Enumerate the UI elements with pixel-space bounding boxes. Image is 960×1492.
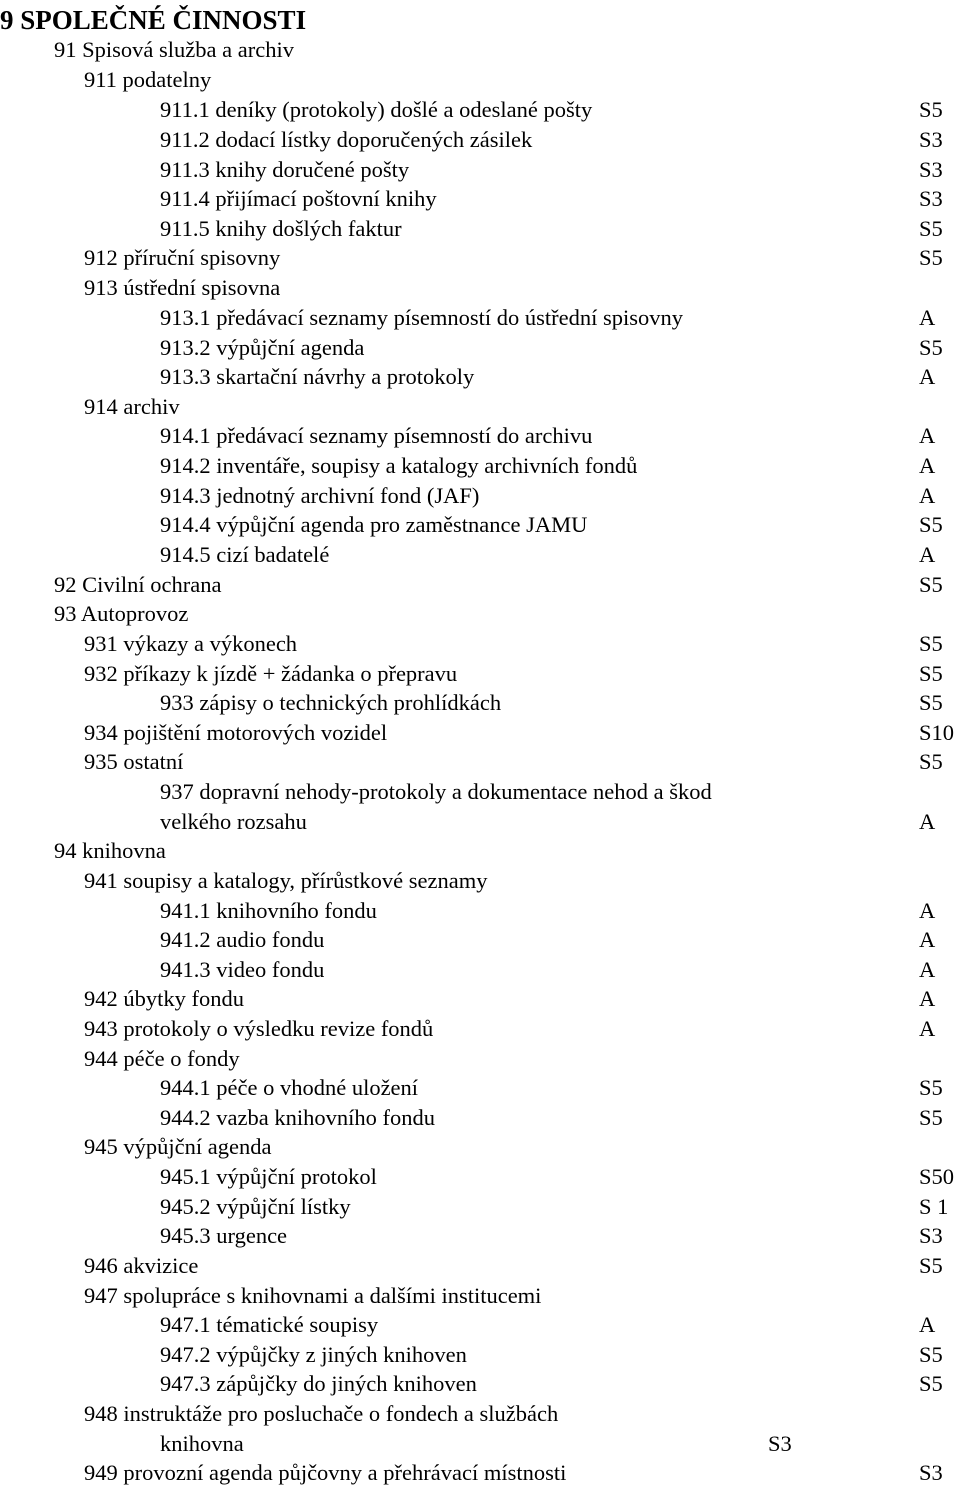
entry-text: 913.3 skartační návrhy a protokoly xyxy=(160,364,475,389)
entry-text: 945 výpůjční agenda xyxy=(84,1134,272,1159)
retention-code: A xyxy=(919,898,936,923)
retention-code: A xyxy=(919,957,936,982)
entry-text: 911.5 knihy došlých faktur xyxy=(160,216,402,241)
entry-text: 947 spolupráce s knihovnami a dalšími institucemi xyxy=(84,1283,542,1308)
entry-text: 945.2 výpůjční lístky xyxy=(160,1194,351,1219)
retention-code: A xyxy=(919,453,936,478)
entry-text: 914.5 cizí badatelé xyxy=(160,542,330,567)
retention-code: S5 xyxy=(919,1253,943,1278)
entry-text: 911.3 knihy doručené pošty xyxy=(160,157,410,182)
entry-text: 914.2 inventáře, soupisy a katalogy archivních fondů xyxy=(160,453,638,478)
retention-code: S5 xyxy=(919,216,943,241)
entry-text: 914.1 předávací seznamy písemností do archivu xyxy=(160,423,593,448)
entry-text: 91 Spisová služba a archiv xyxy=(54,37,294,62)
retention-code: S5 xyxy=(919,512,943,537)
entry-text: 944 péče o fondy xyxy=(84,1046,240,1071)
retention-code: A xyxy=(919,483,936,508)
retention-code: A xyxy=(919,1312,936,1337)
retention-code: S5 xyxy=(919,661,943,686)
retention-code: A xyxy=(919,986,936,1011)
retention-code: S5 xyxy=(919,97,943,122)
retention-code: S3 xyxy=(919,127,943,152)
retention-code: S3 xyxy=(919,157,943,182)
entry-text: 914 archiv xyxy=(84,394,180,419)
entry-text: 944.2 vazba knihovního fondu xyxy=(160,1105,435,1130)
retention-code: S3 xyxy=(919,1223,943,1248)
entry-text: 934 pojištění motorových vozidel xyxy=(84,720,388,745)
retention-code: S5 xyxy=(919,245,943,270)
entry-text: 93 Autoprovoz xyxy=(54,601,189,626)
retention-code: A xyxy=(919,927,936,952)
entry-text: 94 knihovna xyxy=(54,838,166,863)
retention-code: S5 xyxy=(919,749,943,774)
entry-text: 949 provozní agenda půjčovny a přehrávací místnosti xyxy=(84,1460,567,1485)
retention-code: S5 xyxy=(919,335,943,360)
entry-text: 942 úbytky fondu xyxy=(84,986,244,1011)
retention-code: S50 xyxy=(919,1164,955,1189)
retention-code: S3 xyxy=(919,186,943,211)
retention-code: S5 xyxy=(919,572,943,597)
entry-text: 932 příkazy k jízdě + žádanka o přepravu xyxy=(84,661,458,686)
entry-text: 935 ostatní xyxy=(84,749,184,774)
entry-text: 941.2 audio fondu xyxy=(160,927,325,952)
entry-text: 911.1 deníky (protokoly) došlé a odeslané pošty xyxy=(160,97,593,122)
entry-text: 913.1 předávací seznamy písemností do ústřední spisovny xyxy=(160,305,684,330)
entry-text: 914.3 jednotný archivní fond (JAF) xyxy=(160,483,480,508)
retention-code: S10 xyxy=(919,720,955,745)
retention-code: A xyxy=(919,305,936,330)
retention-code: S 1 xyxy=(919,1194,949,1219)
entry-text: 947.1 tématické soupisy xyxy=(160,1312,379,1337)
retention-code: S3 xyxy=(919,1460,943,1485)
entry-text: 946 akvizice xyxy=(84,1253,199,1278)
entry-text: 912 příruční spisovny xyxy=(84,245,281,270)
retention-code: S3 xyxy=(768,1431,792,1456)
entry-text: 947.3 zápůjčky do jiných knihoven xyxy=(160,1371,477,1396)
entry-text: 913 ústřední spisovna xyxy=(84,275,281,300)
retention-code: S5 xyxy=(919,1371,943,1396)
retention-code: A xyxy=(919,364,936,389)
entry-text: 911 podatelny xyxy=(84,67,212,92)
entry-text: 92 Civilní ochrana xyxy=(54,572,222,597)
retention-code: S5 xyxy=(919,1105,943,1130)
entry-text: 914.4 výpůjční agenda pro zaměstnance JAMU xyxy=(160,512,588,537)
entry-text: 948 instruktáže pro posluchače o fondech a službách xyxy=(84,1401,559,1426)
entry-text: 944.1 péče o vhodné uložení xyxy=(160,1075,419,1100)
entry-text: 945.3 urgence xyxy=(160,1223,288,1248)
entry-text: 911.4 přijímací poštovní knihy xyxy=(160,186,437,211)
entry-text: 943 protokoly o výsledku revize fondů xyxy=(84,1016,434,1041)
entry-text: 933 zápisy o technických prohlídkách xyxy=(160,690,502,715)
entry-text: 941.1 knihovního fondu xyxy=(160,898,377,923)
retention-code: A xyxy=(919,809,936,834)
retention-code: A xyxy=(919,542,936,567)
entry-text: knihovna xyxy=(160,1431,244,1456)
page-title: 9 SPOLEČNÉ ČINNOSTI xyxy=(0,5,307,35)
entry-text: velkého rozsahu xyxy=(160,809,307,834)
retention-code: S5 xyxy=(919,1075,943,1100)
entry-text: 937 dopravní nehody-protokoly a dokumentace nehod a škod xyxy=(160,779,712,804)
entry-text: 941.3 video fondu xyxy=(160,957,325,982)
entry-text: 913.2 výpůjční agenda xyxy=(160,335,365,360)
retention-code: S5 xyxy=(919,631,943,656)
retention-code: A xyxy=(919,1016,936,1041)
entry-text: 911.2 dodací lístky doporučených zásilek xyxy=(160,127,533,152)
entry-text: 931 výkazy a výkonech xyxy=(84,631,298,656)
entry-text: 945.1 výpůjční protokol xyxy=(160,1164,377,1189)
entry-text: 947.2 výpůjčky z jiných knihoven xyxy=(160,1342,467,1367)
retention-code: A xyxy=(919,423,936,448)
entry-text: 941 soupisy a katalogy, přírůstkové seznamy xyxy=(84,868,488,893)
retention-code: S5 xyxy=(919,690,943,715)
retention-code: S5 xyxy=(919,1342,943,1367)
